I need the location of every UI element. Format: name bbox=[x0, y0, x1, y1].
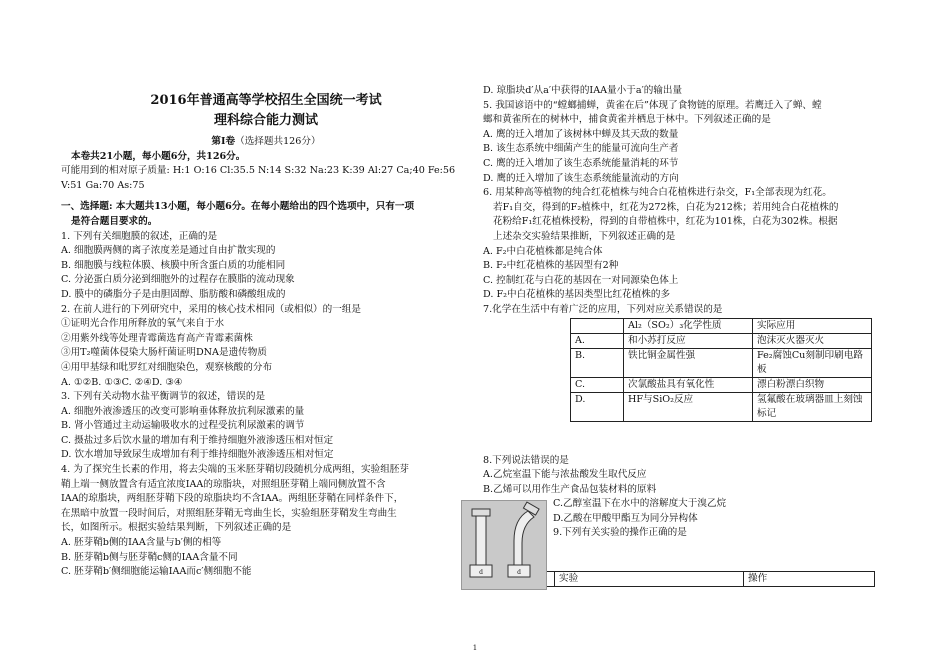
table-cell: 氢氟酸在玻璃器皿上刻蚀标记 bbox=[753, 392, 872, 421]
q3-option-b: B. 肾小管通过主动运输吸收水的过程受抗利尿激素的调节 bbox=[61, 420, 305, 432]
q3-stem: 3. 下列有关动物水盐平衡调节的叙述，错误的是 bbox=[61, 391, 266, 403]
q6-stem-3: 花粉给F₁红花植株授粉，得到的自带植株中，红花为101株，白花为302株。根据 bbox=[493, 216, 838, 228]
q2-item-3: ③用T₂噬菌体侵染大肠杆菌证明DNA是遗传物质 bbox=[61, 347, 267, 359]
section-heading-2: 是符合题目要求的。 bbox=[71, 215, 158, 227]
q4-stem-1: 4. 为了探究生长素的作用，将去尖端的玉米胚芽鞘切段随机分成两组，实验组胚芽 bbox=[61, 464, 409, 476]
table-cell: 次氯酸盐具有氧化性 bbox=[624, 377, 753, 392]
q3-option-a: A. 细胞外液渗透压的改变可影响垂体释放抗利尿激素的量 bbox=[61, 405, 305, 417]
q5-option-a: A. 鹰的迁入增加了该树林中蝉及其天敌的数量 bbox=[483, 128, 679, 140]
q8-option-b: B.乙烯可以用作生产食品包装材料的原料 bbox=[483, 483, 657, 495]
q5-option-d: D. 鹰的迁入增加了该生态系统能量流动的方向 bbox=[483, 172, 679, 184]
table-row bbox=[571, 348, 872, 377]
atomic-masses-line-1: 可能用到的相对原子质量: H:1 O:16 Cl:35.5 N:14 S:32 Na:23 K:39 Al:27 Ca;40 Fe:56 bbox=[61, 165, 456, 177]
table-cell: A. bbox=[571, 333, 624, 348]
table-cell: 实际应用 bbox=[753, 318, 872, 333]
table-cell: Fe₂腐蚀Cu刻制印刷电路板 bbox=[753, 348, 872, 377]
q6-stem-1: 6. 用某种高等植物的纯合红花植株与纯合白花植株进行杂交，F₁全部表现为红花。 bbox=[483, 187, 832, 199]
q8-option-a: A.乙烷室温下能与浓盐酸发生取代反应 bbox=[483, 469, 647, 481]
q1-option-c: C. 分泌蛋白质分泌到细胞外的过程存在膜脂的流动现象 bbox=[61, 274, 295, 286]
table-cell: 漂白粉漂白织物 bbox=[753, 377, 872, 392]
coleoptile-diagram bbox=[462, 501, 546, 589]
q2-item-2: ②用紫外线等处理青霉菌选育高产青霉素菌株 bbox=[61, 332, 253, 344]
q5-option-b: B. 该生态系统中细菌产生的能量可流向生产者 bbox=[483, 143, 679, 155]
q6-option-a: A. F₂中白花植株都是纯合体 bbox=[483, 245, 603, 257]
part-title: 第Ⅰ卷 bbox=[211, 136, 236, 147]
svg-text:d: d bbox=[517, 569, 521, 576]
table-cell: 实验 bbox=[555, 572, 744, 587]
q5-stem-2: 螂和黄雀所在的树林中，捕食黄雀并栖息于林中。下列叙述正确的是 bbox=[483, 114, 771, 126]
q4-option-a: A. 胚芽鞘b侧的IAA含量与b′侧的相等 bbox=[61, 537, 222, 549]
table-cell: B. bbox=[571, 348, 624, 377]
q6-option-b: B. F₂中红花植株的基因型有2种 bbox=[483, 260, 619, 272]
table-cell: 铁比铜金属性强 bbox=[624, 348, 753, 377]
q8-stem: 8.下列说法错误的是 bbox=[483, 454, 569, 466]
part-heading bbox=[61, 135, 471, 150]
q7-table bbox=[570, 318, 872, 422]
table-row bbox=[571, 333, 872, 348]
part-note: （选择题共126分） bbox=[235, 136, 321, 147]
q2-options: A. ①②B. ①③C. ②④D. ③④ bbox=[61, 376, 183, 388]
q1-stem: 1. 下列有关细胞膜的叙述，正确的是 bbox=[61, 230, 218, 242]
q6-stem-4: 上述杂交实验结果推断，下列叙述正确的是 bbox=[493, 230, 676, 242]
q2-item-1: ①证明光合作用所释放的氧气来自于水 bbox=[61, 318, 225, 330]
intro-text: 本卷共21小题，每小题6分，共126分。 bbox=[71, 150, 246, 162]
q6-option-d: D. F₂中白花植株的基因类型比红花植株的多 bbox=[483, 289, 671, 301]
q4-option-b: B. 胚芽鞘b侧与胚芽鞘c侧的IAA含量不同 bbox=[61, 551, 238, 563]
q5-option-c: C. 鹰的迁入增加了该生态系统能量消耗的环节 bbox=[483, 157, 679, 169]
table-row bbox=[571, 318, 872, 333]
q8-option-c: C.乙醇室温下在水中的溶解度大于溴乙烷 bbox=[553, 498, 727, 510]
table-cell: 操作 bbox=[744, 572, 875, 587]
q6-option-c: C. 控制红花与白花的基因在一对同源染色体上 bbox=[483, 274, 679, 286]
table-row bbox=[571, 392, 872, 421]
q1-option-d: D. 膜中的磷脂分子是由胆固醇、脂肪酸和磷酸组成的 bbox=[61, 288, 286, 300]
exam-subtitle: 理科综合能力测试 bbox=[213, 113, 318, 128]
table-cell: HF与SiO₂反应 bbox=[624, 392, 753, 421]
table-cell: D. bbox=[571, 392, 624, 421]
q1-option-a: A. 细胞膜两侧的离子浓度差是通过自由扩散实现的 bbox=[61, 245, 276, 257]
table-cell bbox=[571, 318, 624, 333]
table-cell: 和小苏打反应 bbox=[624, 333, 753, 348]
q6-stem-2: 若F₁自交，得到的F₂植株中，红花为272株，白花为212株；若用纯合白花植株的 bbox=[493, 201, 839, 213]
q4-stem-4: 在黑暗中放置一段时间后，对照组胚芽鞘无弯曲生长，实验组胚芽鞘发生弯曲生 bbox=[61, 507, 397, 519]
q9-stem: 9.下列有关实验的操作正确的是 bbox=[553, 527, 687, 539]
q3-option-d: D. 饮水增加导致尿生成增加有利于维持细胞外液渗透压相对恒定 bbox=[61, 449, 334, 461]
exam-title: 2016年普通高等学校招生全国统一考试 bbox=[150, 93, 382, 108]
q5-stem-1: 5. 我国谚语中的“螳螂捕蝉，黄雀在后”体现了食物链的原理。若鹰迁入了蝉、螳 bbox=[483, 99, 822, 111]
coleoptile-figure bbox=[461, 500, 547, 590]
q1-option-b: B. 细胞膜与线粒体膜、核膜中所含蛋白质的功能相同 bbox=[61, 259, 286, 271]
q7-stem: 7.化学在生活中有着广泛的应用，下列对应关系错误的是 bbox=[483, 303, 723, 315]
q8-option-d: D.乙酸在甲酸甲酯互为同分异构体 bbox=[553, 512, 698, 524]
table-row bbox=[571, 377, 872, 392]
left-column bbox=[61, 91, 471, 580]
q4-option-d: D. 琼脂块d′从a′中获得的IAA量小于a′的输出量 bbox=[483, 85, 683, 96]
q4-stem-2: 鞘上端一侧放置含有适宜浓度IAA的琼脂块，对照组胚芽鞘上端同侧放置不含 bbox=[61, 478, 386, 490]
table-cell: Al₂（SO₂）₃化学性质 bbox=[624, 318, 753, 333]
q4-stem-3: IAA的琼脂块，两组胚芽鞘下段的琼脂块均不含IAA。两组胚芽鞘在同样条件下， bbox=[61, 493, 404, 505]
q4-option-c: C. 胚芽鞘b′侧细胞能运输IAA而c′侧细胞不能 bbox=[61, 566, 252, 578]
table-cell: C. bbox=[571, 377, 624, 392]
q3-option-c: C. 摄盐过多后饮水量的增加有利于维持细胞外液渗透压相对恒定 bbox=[61, 434, 334, 446]
table-cell: 泡沫灭火器灭火 bbox=[753, 333, 872, 348]
section-heading-1: 一、选择题: 本大题共13小题，每小题6分。在每小题给出的四个选项中，只有一项 bbox=[61, 201, 415, 213]
page-number: 1 bbox=[472, 644, 478, 652]
table-row bbox=[532, 572, 875, 587]
q9-table bbox=[531, 571, 875, 587]
q2-item-4: ④用甲基绿和吡罗红对细胞染色，观察核酸的分布 bbox=[61, 361, 273, 373]
svg-text:d: d bbox=[479, 569, 483, 576]
atomic-masses-line-2: V:51 Ga:70 As:75 bbox=[61, 179, 145, 191]
q2-stem: 2. 在前人进行的下列研究中，采用的核心技术相同（或相似）的一组是 bbox=[61, 303, 362, 315]
q4-stem-5: 长，如图所示。根据实验结果判断，下列叙述正确的是 bbox=[61, 522, 292, 534]
